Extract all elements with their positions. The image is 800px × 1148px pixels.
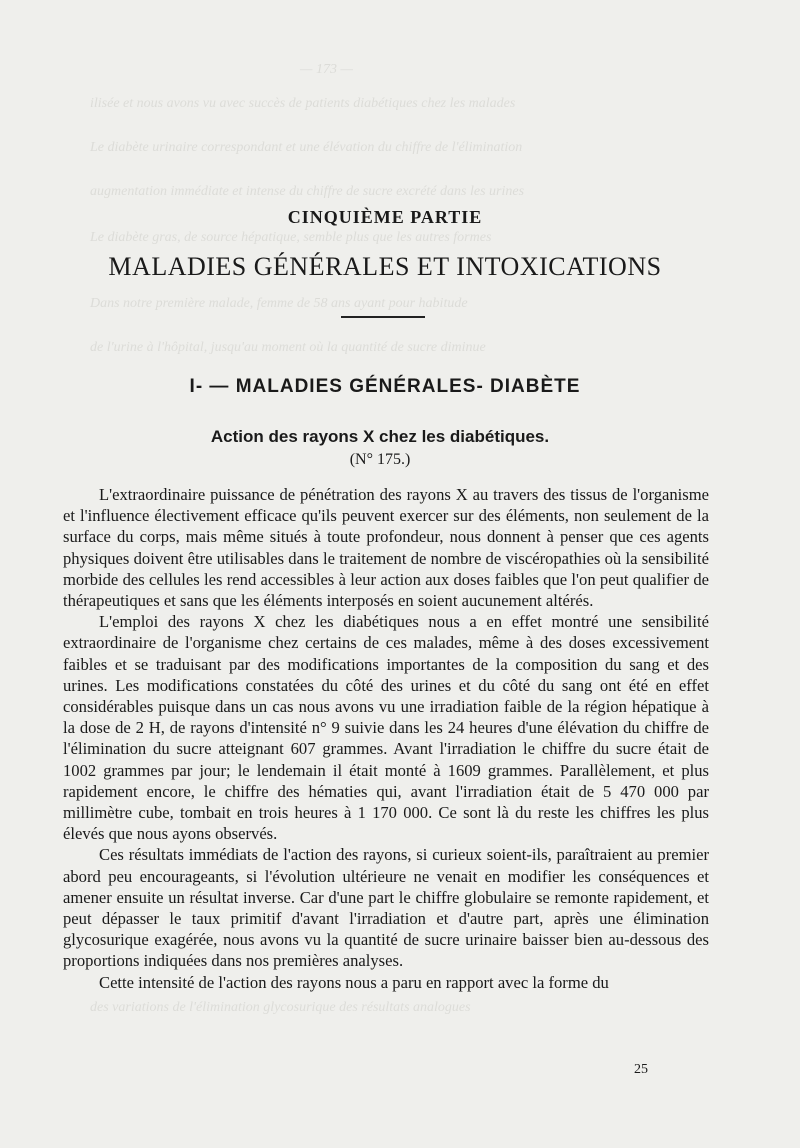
bleed-through-text: — 173 — [300, 62, 353, 77]
article-number: (N° 175.) [349, 451, 411, 468]
bleed-through-text: ilisée et nous avons vu avec succès de patients diabétiques chez les malades [90, 96, 516, 111]
bleed-through-text: Le diabète gras, de source hépatique, semble plus que les autres formes [90, 230, 492, 245]
bleed-through-text: Dans notre première malade, femme de 58 ans ayant pour habitude [90, 296, 468, 311]
part-heading: CINQUIÈME PARTIE [287, 207, 483, 227]
bleed-through-text: augmentation immédiate et intense du chiffre de sucre excrété dans les urines [90, 184, 525, 199]
title-rule [341, 316, 425, 318]
bleed-through-text: des variations de l'élimination glycosurique des résultats analogues [90, 1000, 471, 1015]
page-number: 25 [634, 1062, 648, 1077]
part-title: MALADIES GÉNÉRALES ET INTOXICATIONS [108, 252, 662, 281]
paragraph: L'emploi des rayons X chez les diabétiques nous a en effet montré une sensibilité extraordinaire de l'organisme chez certains de ces malades, même à des doses excessivement faibles et se traduisant par des modifications importantes de la composition du sang et des urines. Les modifications constatées du côté des urines et du côté du sang ont été en effet considérables puisque dans un cas nous avons vu une irradiation faible de la région hépatique à la dose de 2 H, de rayons d'intensité n° 9 suivie dans les 24 heures d'une élévation du chiffre de l'élimination du sucre atteignant 607 grammes. Avant l'irradiation le chiffre du sucre était de 1002 grammes par jour; le lendemain il était monté à 1609 grammes. Parallèlement, et plus rapidement encore, le chiffre des hématies qui, avant l'irradiation était de 5 470 000 par millimètre cube, tombait en trois heures à 1 170 000. Ce sont là du reste les chiffres les plus élevés que nous ayons observés. [63, 612, 709, 844]
article-title: Action des rayons X chez les diabétiques. [210, 427, 550, 446]
bleed-through-text: Le diabète urinaire correspondant et une élévation du chiffre de l'élimination [90, 140, 523, 155]
article-body [63, 484, 709, 993]
bleed-through-text: de l'urine à l'hôpital, jusqu'au moment où la quantité de sucre diminue [90, 340, 486, 355]
paragraph: L'extraordinaire puissance de pénétration des rayons X au travers des tissus de l'organisme et l'influence électivement efficace qu'ils peuvent exercer sur des éléments, non seulement de la surface du corps, mais même situés à toute profondeur, nous donnent à penser que ces agents physiques doivent être utilisables dans le traitement de nombre de viscéropathies où la sensibilité morbide des cellules les rend accessibles à leur action aux doses faibles que l'on peut qualifier de thérapeutiques et sans que les éléments interposés en soient aucunement altérés. [63, 485, 709, 611]
section-heading: I- — MALADIES GÉNÉRALES- DIABÈTE [189, 376, 581, 397]
paragraph: Cette intensité de l'action des rayons nous a paru en rapport avec la forme du [99, 972, 609, 992]
paragraph: Ces résultats immédiats de l'action des rayons, si curieux soient-ils, paraîtraient au premier abord peu encourageants, si l'évolution ultérieure ne venait en modifier les conséquences et amener ensuite un résultat inverse. Car d'une part le chiffre globulaire se remonte rapidement, et peut dépasser le taux primitif d'avant l'irradiation et d'autre part, après une élimination glycosurique exagérée, nous avons vu la quantité de sucre urinaire baisser bien au-dessous des proportions indiquées dans nos premières analyses. [63, 845, 709, 971]
